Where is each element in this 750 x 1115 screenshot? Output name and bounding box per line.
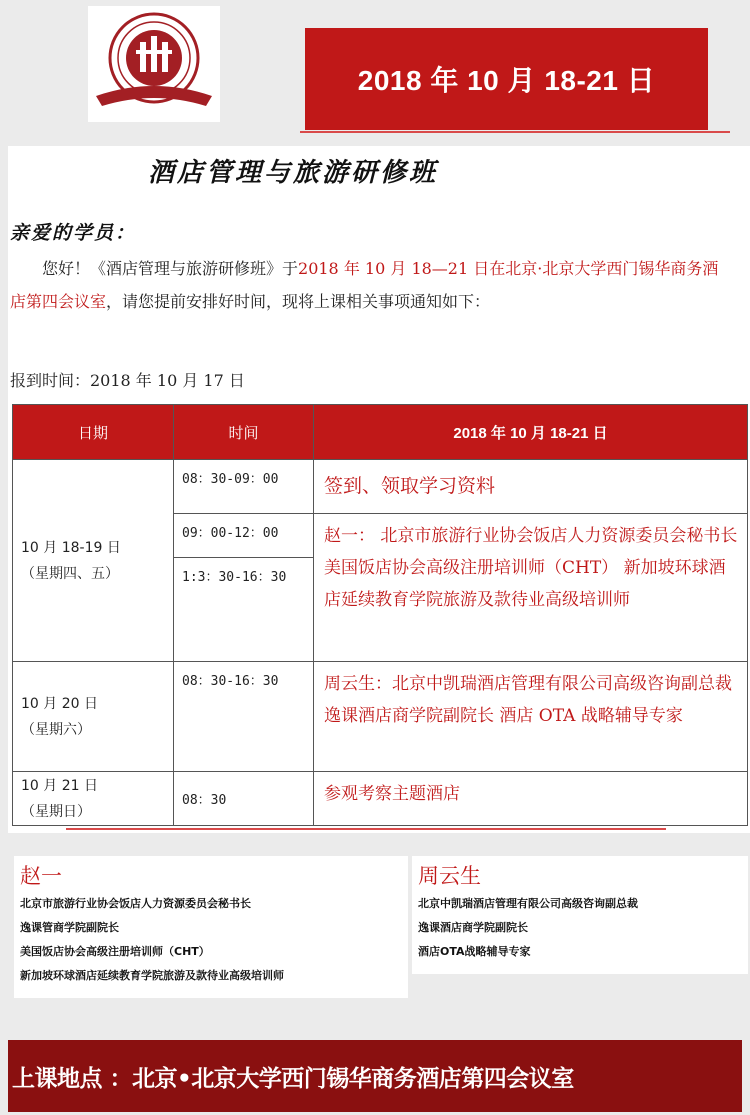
- lecturer-name: 周云生: [418, 864, 481, 888]
- date-cell: [13, 460, 174, 662]
- date-cell: [13, 772, 174, 826]
- lecturer-card-zhao: [14, 856, 408, 998]
- intro-paragraph: [10, 252, 720, 318]
- table-row: [13, 662, 748, 772]
- table-header-row: [13, 405, 748, 460]
- date-text: 10 月 21 日: [21, 777, 98, 794]
- schedule-table: [12, 404, 748, 826]
- activity-cell: 周云生：北京中凯瑞酒店管理有限公司高级咨询副总裁 逸课酒店商学院副院长 酒店 OTA 战略辅导专家: [314, 662, 748, 772]
- lecturer-title: 逸课管商学院副院长: [20, 921, 119, 934]
- checkin-time: 报到时间：2018 年 10 月 17 日: [10, 371, 245, 390]
- date-banner: [305, 28, 708, 130]
- intro-highlight: 2018 年 10 月 18—21 日在北京·北京大学西门锡华商务酒店第四会议室: [10, 259, 719, 311]
- table-row: [13, 460, 748, 514]
- header-dates: 2018 年 10 月 18-21 日: [314, 405, 748, 460]
- lecturer-title: 新加坡环球酒店延续教育学院旅游及款待业高级培训师: [20, 969, 284, 982]
- lecturer-card-zhou: [412, 856, 748, 974]
- weekday-text: （星期日）: [21, 803, 91, 820]
- time-cell: 08：30-16：30: [174, 662, 314, 772]
- date-text: 10 月 18-19 日: [21, 539, 121, 556]
- intro-part2: ，请您提前安排好时间，现将上课相关事项通知如下：: [106, 292, 491, 311]
- banner-underline: [300, 131, 730, 133]
- greeting: 亲爱的学员：: [10, 222, 137, 244]
- page-title: 酒店管理与旅游研修班: [148, 158, 439, 188]
- weekday-text: （星期四、五）: [21, 565, 119, 582]
- weekday-text: （星期六）: [21, 721, 91, 738]
- time-cell: 08：30-09：00: [174, 460, 314, 514]
- logo: [88, 6, 220, 122]
- time-cell: 08：30: [174, 772, 314, 826]
- seal-icon: [88, 6, 220, 122]
- venue-text: 上课地点 ：北京•北京大学西门锡华商务酒店第四会议室: [12, 1065, 574, 1092]
- header-time: 时间: [174, 405, 314, 460]
- lecturer-name: 赵一: [20, 864, 62, 888]
- lecturer-title: 美国饭店协会高级注册培训师（CHT）: [20, 945, 210, 958]
- date-cell: [13, 662, 174, 772]
- separator-line: [66, 828, 666, 830]
- intro-part1: 您好！《酒店管理与旅游研修班》于: [42, 259, 299, 278]
- header-date: 日期: [13, 405, 174, 460]
- date-text: 10 月 20 日: [21, 695, 98, 712]
- table-row: [13, 772, 748, 826]
- date-banner-text: 2018 年 10 月 18-21 日: [357, 65, 656, 96]
- lecturer-title: 逸课酒店商学院副院长: [418, 921, 528, 934]
- venue-footer: [8, 1040, 742, 1112]
- time-cell: 09：00-12：00: [174, 514, 314, 558]
- activity-cell: 签到、领取学习资料: [314, 460, 748, 514]
- activity-cell: 参观考察主题酒店: [314, 772, 748, 826]
- lecturer-title: 酒店OTA战略辅导专家: [418, 945, 531, 958]
- lecturer-title: 北京市旅游行业协会饭店人力资源委员会秘书长: [20, 897, 251, 910]
- time-cell: 1:3：30-16：30: [174, 558, 314, 662]
- lecturer-title: 北京中凯瑞酒店管理有限公司高级咨询副总裁: [418, 897, 638, 910]
- activity-cell: 赵一： 北京市旅游行业协会饭店人力资源委员会秘书长 美国饭店协会高级注册培训师（CHT） 新加坡环球酒店延续教育学院旅游及款待业高级培训师: [314, 514, 748, 662]
